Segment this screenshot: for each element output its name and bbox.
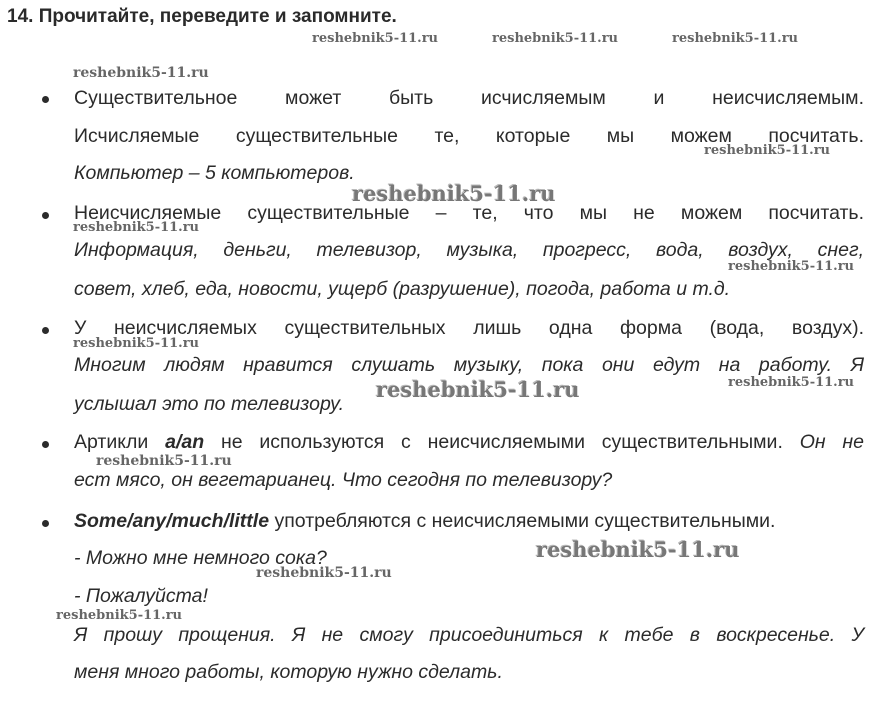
bullet-5-rest: употребляются с неисчисляемыми существительными. (269, 510, 776, 532)
bullet-marker (42, 441, 49, 448)
watermark: reshebnik5-11.ru (704, 143, 831, 158)
bullet-3-line-2: Многим людям нравится слушать музыку, пока они едут на работу. Я (74, 354, 864, 376)
watermark: reshebnik5-11.ru (376, 377, 580, 402)
bullet-5-dialog-1: - Можно мне немного сока? (74, 547, 327, 569)
bullet-1-example: Компьютер – 5 компьютеров. (74, 162, 355, 184)
watermark: reshebnik5-11.ru (536, 537, 740, 562)
watermark: reshebnik5-11.ru (728, 259, 855, 274)
watermark: reshebnik5-11.ru (492, 31, 619, 46)
bullet-5-line-5: меня много работы, которую нужно сделать. (74, 661, 503, 683)
bullet-4-bold: a/an (165, 431, 205, 453)
watermark: reshebnik5-11.ru (672, 31, 799, 46)
bullet-marker (42, 96, 49, 103)
bullet-4-line-2: ест мясо, он вегетарианец. Что сегодня по телевизору? (74, 469, 613, 491)
bullet-1-line-2: Исчисляемые существительные те, которые мы можем посчитать. (74, 125, 864, 147)
watermark: reshebnik5-11.ru (352, 181, 556, 206)
watermark: reshebnik5-11.ru (256, 565, 392, 581)
bullet-1-line-1: Существительное может быть исчисляемым и неисчисляемым. (74, 87, 864, 109)
bullet-3-line-3: услышал это по телевизору. (74, 393, 345, 415)
watermark: reshebnik5-11.ru (73, 220, 200, 235)
bullet-3-line-1: У неисчисляемых существительных лишь одна форма (вода, воздух). (74, 317, 864, 339)
watermark: reshebnik5-11.ru (96, 453, 232, 469)
bullet-marker (42, 327, 49, 334)
bullet-5-line-4: Я прошу прощения. Я не смогу присоединиться к тебе в воскресенье. У (74, 624, 864, 646)
bullet-2-line-2: Информация, деньги, телевизор, музыка, прогресс, вода, воздух, снег, (74, 239, 864, 261)
exercise-title: 14. Прочитайте, переведите и запомните. (7, 6, 397, 27)
watermark: reshebnik5-11.ru (312, 31, 439, 46)
bullet-marker (42, 520, 49, 527)
bullet-4-prefix: Артикли (74, 431, 166, 453)
watermark: reshebnik5-11.ru (728, 375, 855, 390)
watermark: reshebnik5-11.ru (73, 65, 209, 81)
bullet-5-bold: Some/any/much/little (74, 510, 270, 532)
bullet-5-dialog-2: - Пожалуйста! (74, 585, 208, 607)
bullet-4-line-1 (74, 430, 864, 454)
bullet-2-line-3: совет, хлеб, еда, новости, ущерб (разрушение), погода, работа и т.д. (74, 278, 731, 300)
bullet-5-line-1 (74, 509, 864, 533)
bullet-2-line-1: Неисчисляемые существительные – те, что мы не можем посчитать. (74, 202, 864, 224)
bullet-4-italic-tail: Он не (799, 431, 864, 453)
watermark: reshebnik5-11.ru (73, 336, 200, 351)
watermark: reshebnik5-11.ru (56, 608, 183, 623)
bullet-4-rest: не используются с неисчисляемыми существительными. (204, 431, 800, 453)
bullet-marker (42, 212, 49, 219)
